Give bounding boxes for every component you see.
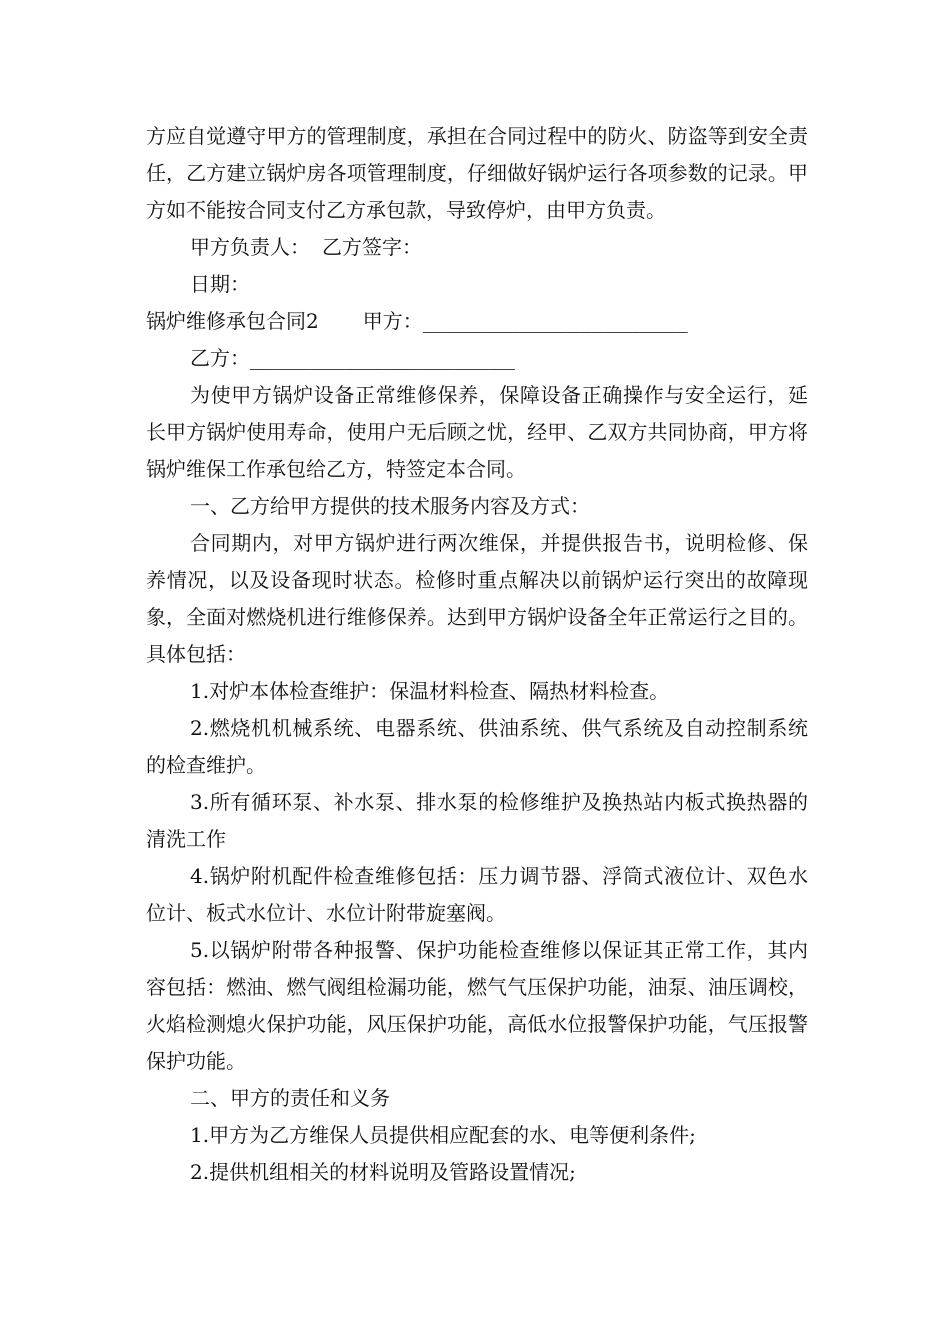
party-b-label: 乙方： — [190, 346, 250, 370]
contract-2-title: 锅炉维修承包合同2 — [146, 309, 319, 333]
section-1-heading: 一、乙方给甲方提供的技术服务内容及方式： — [190, 494, 590, 518]
party-a-label: 甲方： — [362, 309, 423, 333]
party-b-blank: ______________________ — [250, 346, 515, 370]
section-1-item: 5.以锅炉附带各种报警、保护功能检查维修以保证其正常工作，其内容包括：燃油、燃气阀组检漏功能，燃气气压保护功能，油泵、油压调校，火焰检测熄火保护功能，风压保护功能，高低水位报警保护功能，气压报警保护功能。 — [146, 938, 808, 1073]
contract-2-heading-line — [146, 303, 808, 340]
party-a-blank: ______________________ — [422, 309, 688, 333]
date-line: 日期： — [190, 272, 250, 296]
section-1-item: 4.锅炉附机配件检查维修包括：压力调节器、浮筒式液位计、双色水位计、板式水位计、水位计附带旋塞阀。 — [146, 864, 808, 925]
section-1-item: 3.所有循环泵、补水泵、排水泵的检修维护及换热站内板式换热器的清洗工作 — [146, 790, 808, 851]
section-2-item: 1.甲方为乙方维保人员提供相应配套的水、电等便利条件; — [190, 1123, 696, 1147]
contract-paragraph-continued: 方应自觉遵守甲方的管理制度，承担在合同过程中的防火、防盗等到安全责任，乙方建立锅炉房各项管理制度，仔细做好锅炉运行各项参数的记录。甲方如不能按合同支付乙方承包款，导致停炉，由甲方负责。 — [146, 124, 808, 222]
document-body — [146, 118, 808, 1191]
section-2-heading: 二、甲方的责任和义务 — [190, 1086, 390, 1110]
party-b-signature-label: 乙方签字： — [322, 235, 422, 259]
signature-line — [146, 229, 808, 266]
section-1-item: 2.燃烧机机械系统、电器系统、供油系统、供气系统及自动控制系统的检查维护。 — [146, 716, 808, 777]
party-a-signature-label: 甲方负责人： — [190, 235, 310, 259]
section-2-item: 2.提供机组相关的材料说明及管路设置情况; — [190, 1160, 576, 1184]
section-1-body: 合同期内，对甲方锅炉进行两次维保，并提供报告书，说明检修、保养情况，以及设备现时状态。检修时重点解决以前锅炉运行突出的故障现象，全面对燃烧机进行维修保养。达到甲方锅炉设备全年正常运行之目的。具体包括： — [146, 531, 808, 666]
party-b-line — [146, 340, 808, 377]
section-1-item: 1.对炉本体检查维护：保温材料检查、隔热材料检查。 — [190, 679, 670, 703]
contract-intro: 为使甲方锅炉设备正常维修保养，保障设备正确操作与安全运行，延长甲方锅炉使用寿命，使用户无后顾之忧，经甲、乙双方共同协商，甲方将锅炉维保工作承包给乙方，特签定本合同。 — [146, 383, 808, 481]
